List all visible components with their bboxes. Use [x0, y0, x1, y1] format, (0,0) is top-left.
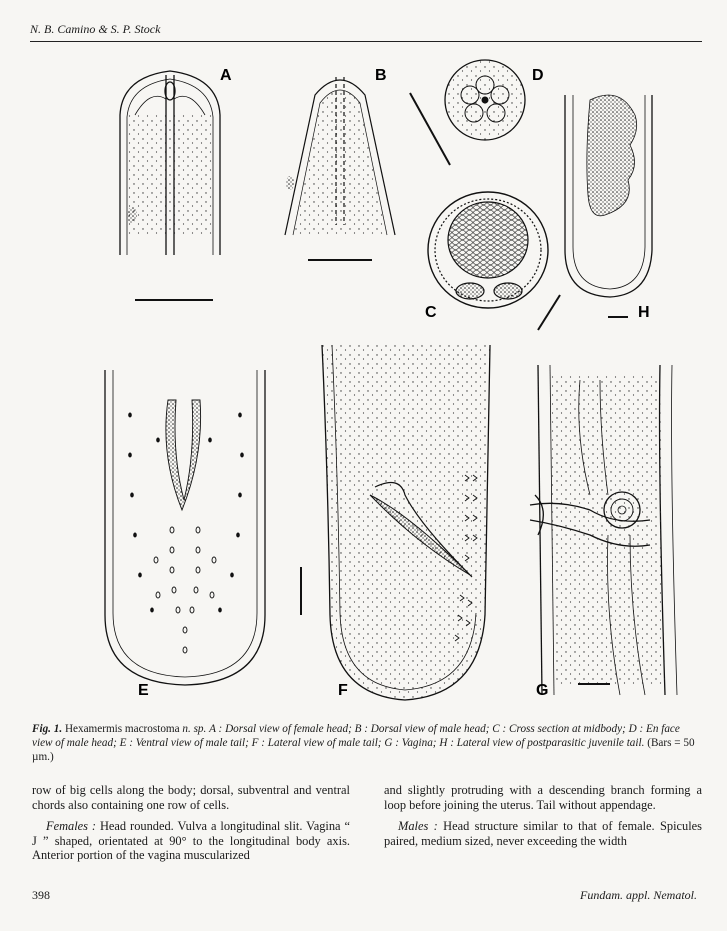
caption-species: Hexamermis macrostoma: [64, 723, 180, 735]
panel-c-drawing: [428, 192, 548, 308]
females-heading: Females :: [46, 819, 97, 834]
panel-d-drawing: [445, 60, 525, 140]
panel-label-f: F: [338, 682, 348, 699]
panel-label-e: E: [138, 682, 149, 699]
body-paragraph-females: [32, 819, 350, 863]
males-text: Head structure similar to that of female. Spicules paired, medium sized, never exceeding the width: [384, 819, 702, 848]
scale-bar-d: [410, 93, 450, 165]
panel-label-a: A: [220, 67, 232, 84]
caption-species-note: n. sp.: [182, 723, 207, 735]
panel-f-drawing: [322, 345, 490, 700]
males-heading: Males :: [398, 819, 438, 834]
body-paragraph-males: [384, 819, 702, 848]
panel-label-h: H: [638, 304, 650, 321]
body-paragraph: and slightly protruding with a descending branch forming a loop before joining the uterus. Tail without appendage.: [384, 783, 702, 812]
body-column-left: [32, 783, 350, 870]
panel-e-drawing: [105, 370, 265, 685]
header-rule: [30, 41, 702, 42]
panel-label-b: B: [375, 67, 387, 84]
figure-caption: [32, 722, 700, 764]
page-number: 398: [32, 888, 50, 902]
body-column-right: [384, 783, 702, 855]
panel-label-g: G: [536, 682, 549, 699]
panel-a-drawing: [120, 71, 220, 300]
journal-name: Fundam. appl. Nematol.: [580, 888, 697, 902]
panel-label-d: D: [532, 67, 544, 84]
panel-b-drawing: [285, 77, 395, 260]
panel-h-drawing: [565, 95, 652, 317]
females-text: Head rounded. Vulva a longitudinal slit. Vagina “ J ” shaped, orientated at 90° to the longitudinal body axis. Anterior portion of the vagina muscularized: [32, 819, 350, 863]
figure-plate: [60, 55, 680, 715]
caption-fig-label: Fig. 1.: [32, 723, 63, 735]
running-header: N. B. Camino & S. P. Stock: [30, 22, 161, 36]
panel-g-drawing: [530, 365, 677, 695]
panel-label-c: C: [425, 304, 437, 321]
scale-bar-c: [538, 295, 560, 330]
caption-bars: (Bars = 50 µm.): [32, 737, 695, 763]
caption-panel-descriptions: A : Dorsal view of female head; B : Dorsal view of male head; C : Cross section at midbody; D : En face view of male head; E : Ventral view of male tail; F : Lateral view of male tail; G : Vagina; H : Lateral view of postparasitic juvenile tail.: [32, 723, 680, 749]
body-paragraph: row of big cells along the body; dorsal, subventral and ventral chords also containing one row of cells.: [32, 783, 350, 812]
